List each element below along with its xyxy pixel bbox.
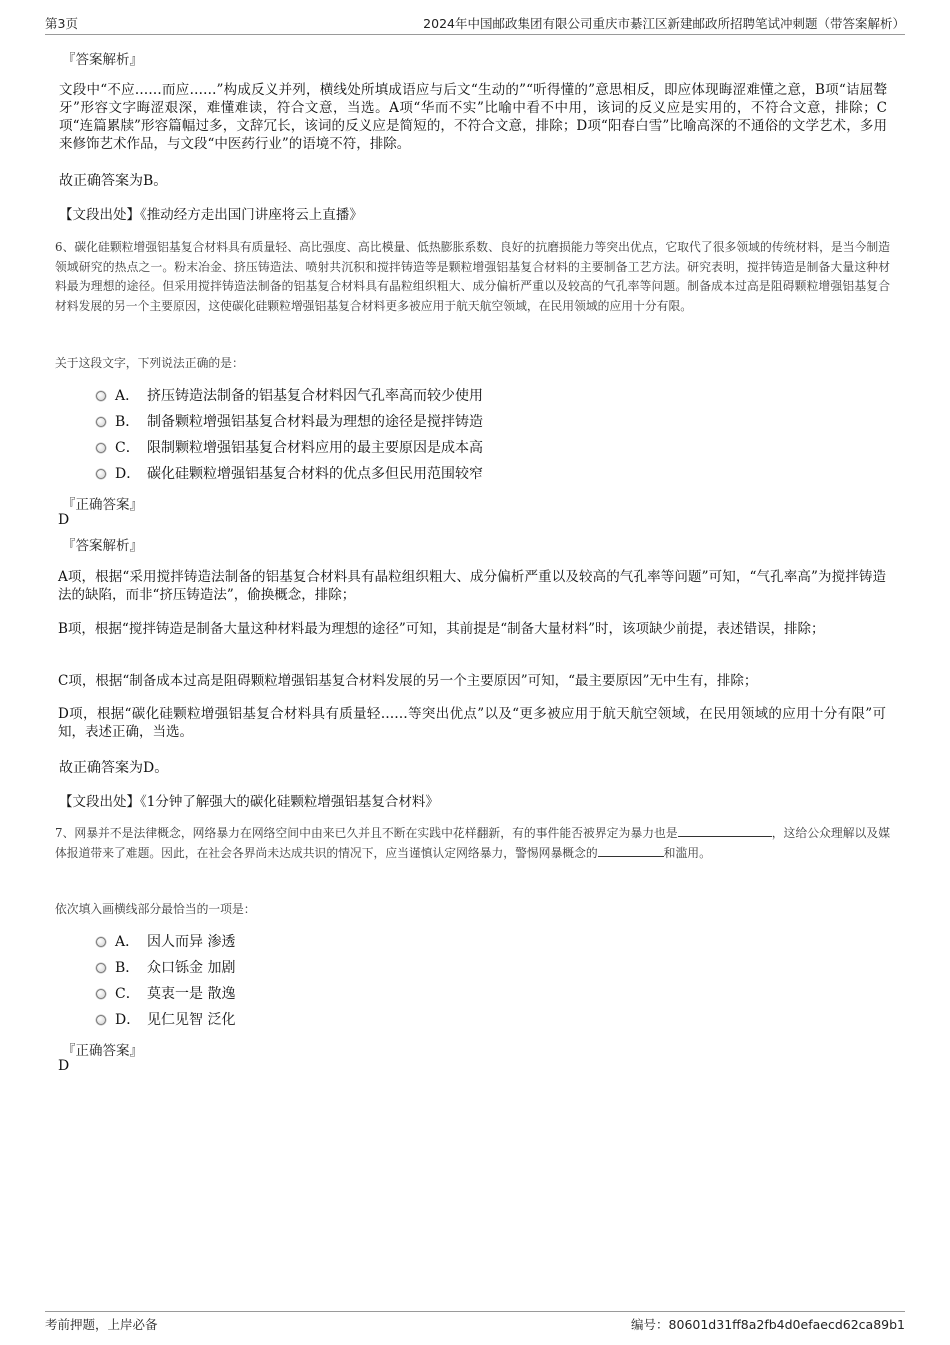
radio-button-icon[interactable] <box>96 1015 106 1025</box>
page-footer <box>45 1311 905 1336</box>
page-header <box>45 14 905 35</box>
question-6-option-b[interactable]: B． 制备颗粒增强铝基复合材料最为理想的途径是搅拌铸造 <box>96 412 483 432</box>
question-7-option-b[interactable]: B． 众口铄金 加剧 <box>96 958 235 978</box>
analysis-item-a: A项，根据“采用搅拌铸造法制备的铝基复合材料具有晶粒组织粗大、成分偏析严重以及较高的气孔率等问题”可知，“气孔率高”为搅拌铸造法的缺陷，而非“挤压铸造法”，偷换概念，排除； <box>58 569 886 603</box>
question-7-option-d[interactable]: D． 见仁见智 泛化 <box>96 1010 235 1030</box>
radio-button-icon[interactable] <box>96 989 106 999</box>
question-6-option-c[interactable]: C． 限制颗粒增强铝基复合材料应用的最主要原因是成本高 <box>96 438 483 458</box>
question-7-option-c[interactable]: C． 莫衷一是 散逸 <box>96 984 235 1004</box>
answer-conclusion: 故正确答案为D。 <box>59 760 169 776</box>
analysis-item-d: D项，根据“碳化硅颗粒增强铝基复合材料具有质量轻……等突出优点”以及“更多被应用于航天航空领域，在民用领域的应用十分有限”可知，表述正确，当选。 <box>58 706 886 740</box>
document-title: 2024年中国邮政集团有限公司重庆市綦江区新建邮政所招聘笔试冲刺题（带答案解析） <box>423 16 905 31</box>
question-6-passage: 6、碳化硅颗粒增强铝基复合材料具有质量轻、高比强度、高比模量、低热膨胀系数、良好的抗磨损能力等突出优点，它取代了很多领域的传统材料，是当今制造领域研究的热点之一。粉末冶金、挤压铸造法、喷射共沉积和搅拌铸造等是颗粒增强铝基复合材料的主要制备工艺方法。研究表明，搅拌铸造是制备大量这种材料最为理想的途径。但采用搅拌铸造法制备的铝基复合材料具有晶粒组织粗大、成分偏析严重以及较高的气孔率等问题。制备成本过高是阻碍颗粒增强铝基复合材料发展的另一个主要原因，这使碳化硅颗粒增强铝基复合材料更多被应用于航天航空领域，在民用领域的应用十分有限。 <box>55 240 890 313</box>
correct-answer-label: 『正确答案』 <box>62 1043 143 1059</box>
correct-answer-value: D <box>58 512 70 528</box>
question-6-option-d[interactable]: D． 碳化硅颗粒增强铝基复合材料的优点多但民用范围较窄 <box>96 464 483 484</box>
radio-button-icon[interactable] <box>96 417 106 427</box>
question-7-option-a[interactable]: A． 因人而异 渗透 <box>96 932 235 952</box>
radio-button-icon[interactable] <box>96 469 106 479</box>
radio-button-icon[interactable] <box>96 963 106 973</box>
question-6-option-a[interactable]: A． 挤压铸造法制备的铝基复合材料因气孔率高而较少使用 <box>96 386 483 406</box>
radio-button-icon[interactable] <box>96 391 106 401</box>
radio-button-icon[interactable] <box>96 443 106 453</box>
answer-analysis-label: 『答案解析』 <box>62 52 143 68</box>
correct-answer-label: 『正确答案』 <box>62 497 143 513</box>
question-7-passage: 7、网暴并不是法律概念，网络暴力在网络空间中由来已久并且不断在实践中花样翻新，有的事件能否被界定为暴力也是 ，这给公众理解以及媒体报道带来了难题。因此，在社会各界尚未达成共识的情况下，应当谨慎认定网络暴力，警惕网暴概念的 和滥用。 <box>55 826 890 860</box>
answer-analysis-text: 文段中“不应……而应……”构成反义并列，横线处所填成语应与后文“生动的”“听得懂的”意思相反，即应体现晦涩难懂之意，B项“诘屈聱牙”形容文字晦涩艰深，难懂难读，符合文意，当选。A项“华而不实”比喻中看不中用，该词的反义应是实用的，不符合文意，排除；C项“连篇累牍”形容篇幅过多，文辞冗长，该词的反义应是简短的，不符合文意，排除；D项“阳春白雪”比喻高深的不通俗的文学艺术，多用来修饰艺术作品，与文段“中医药行业”的语境不符，排除。 <box>59 82 887 152</box>
passage-source: 【文段出处】《推动经方走出国门讲座将云上直播》 <box>59 207 363 223</box>
analysis-item-b: B项，根据“搅拌铸造是制备大量这种材料最为理想的途径”可知，其前提是“制备大量材料”时，该项缺少前提，表述错误，排除； <box>58 621 825 637</box>
footer-slogan: 考前押题，上岸必备 <box>45 1317 158 1332</box>
analysis-item-c: C项，根据“制备成本过高是阻碍颗粒增强铝基复合材料发展的另一个主要原因”可知，“最主要原因”无中生有，排除； <box>58 673 758 689</box>
question-7-stem: 依次填入画横线部分最恰当的一项是： <box>55 902 256 916</box>
document-code: 编号：80601d31ff8a2fb4d0efaecd62ca89b1 <box>631 1317 905 1332</box>
question-6-stem: 关于这段文字，下列说法正确的是： <box>55 356 244 370</box>
fill-blank-2 <box>598 844 664 857</box>
answer-analysis-label: 『答案解析』 <box>62 538 143 554</box>
radio-button-icon[interactable] <box>96 937 106 947</box>
answer-conclusion: 故正确答案为B。 <box>59 173 168 189</box>
page-number: 第3页 <box>45 16 78 31</box>
fill-blank-1 <box>678 824 772 837</box>
correct-answer-value: D <box>58 1058 70 1074</box>
passage-source: 【文段出处】《1分钟了解强大的碳化硅颗粒增强铝基复合材料》 <box>59 794 439 810</box>
